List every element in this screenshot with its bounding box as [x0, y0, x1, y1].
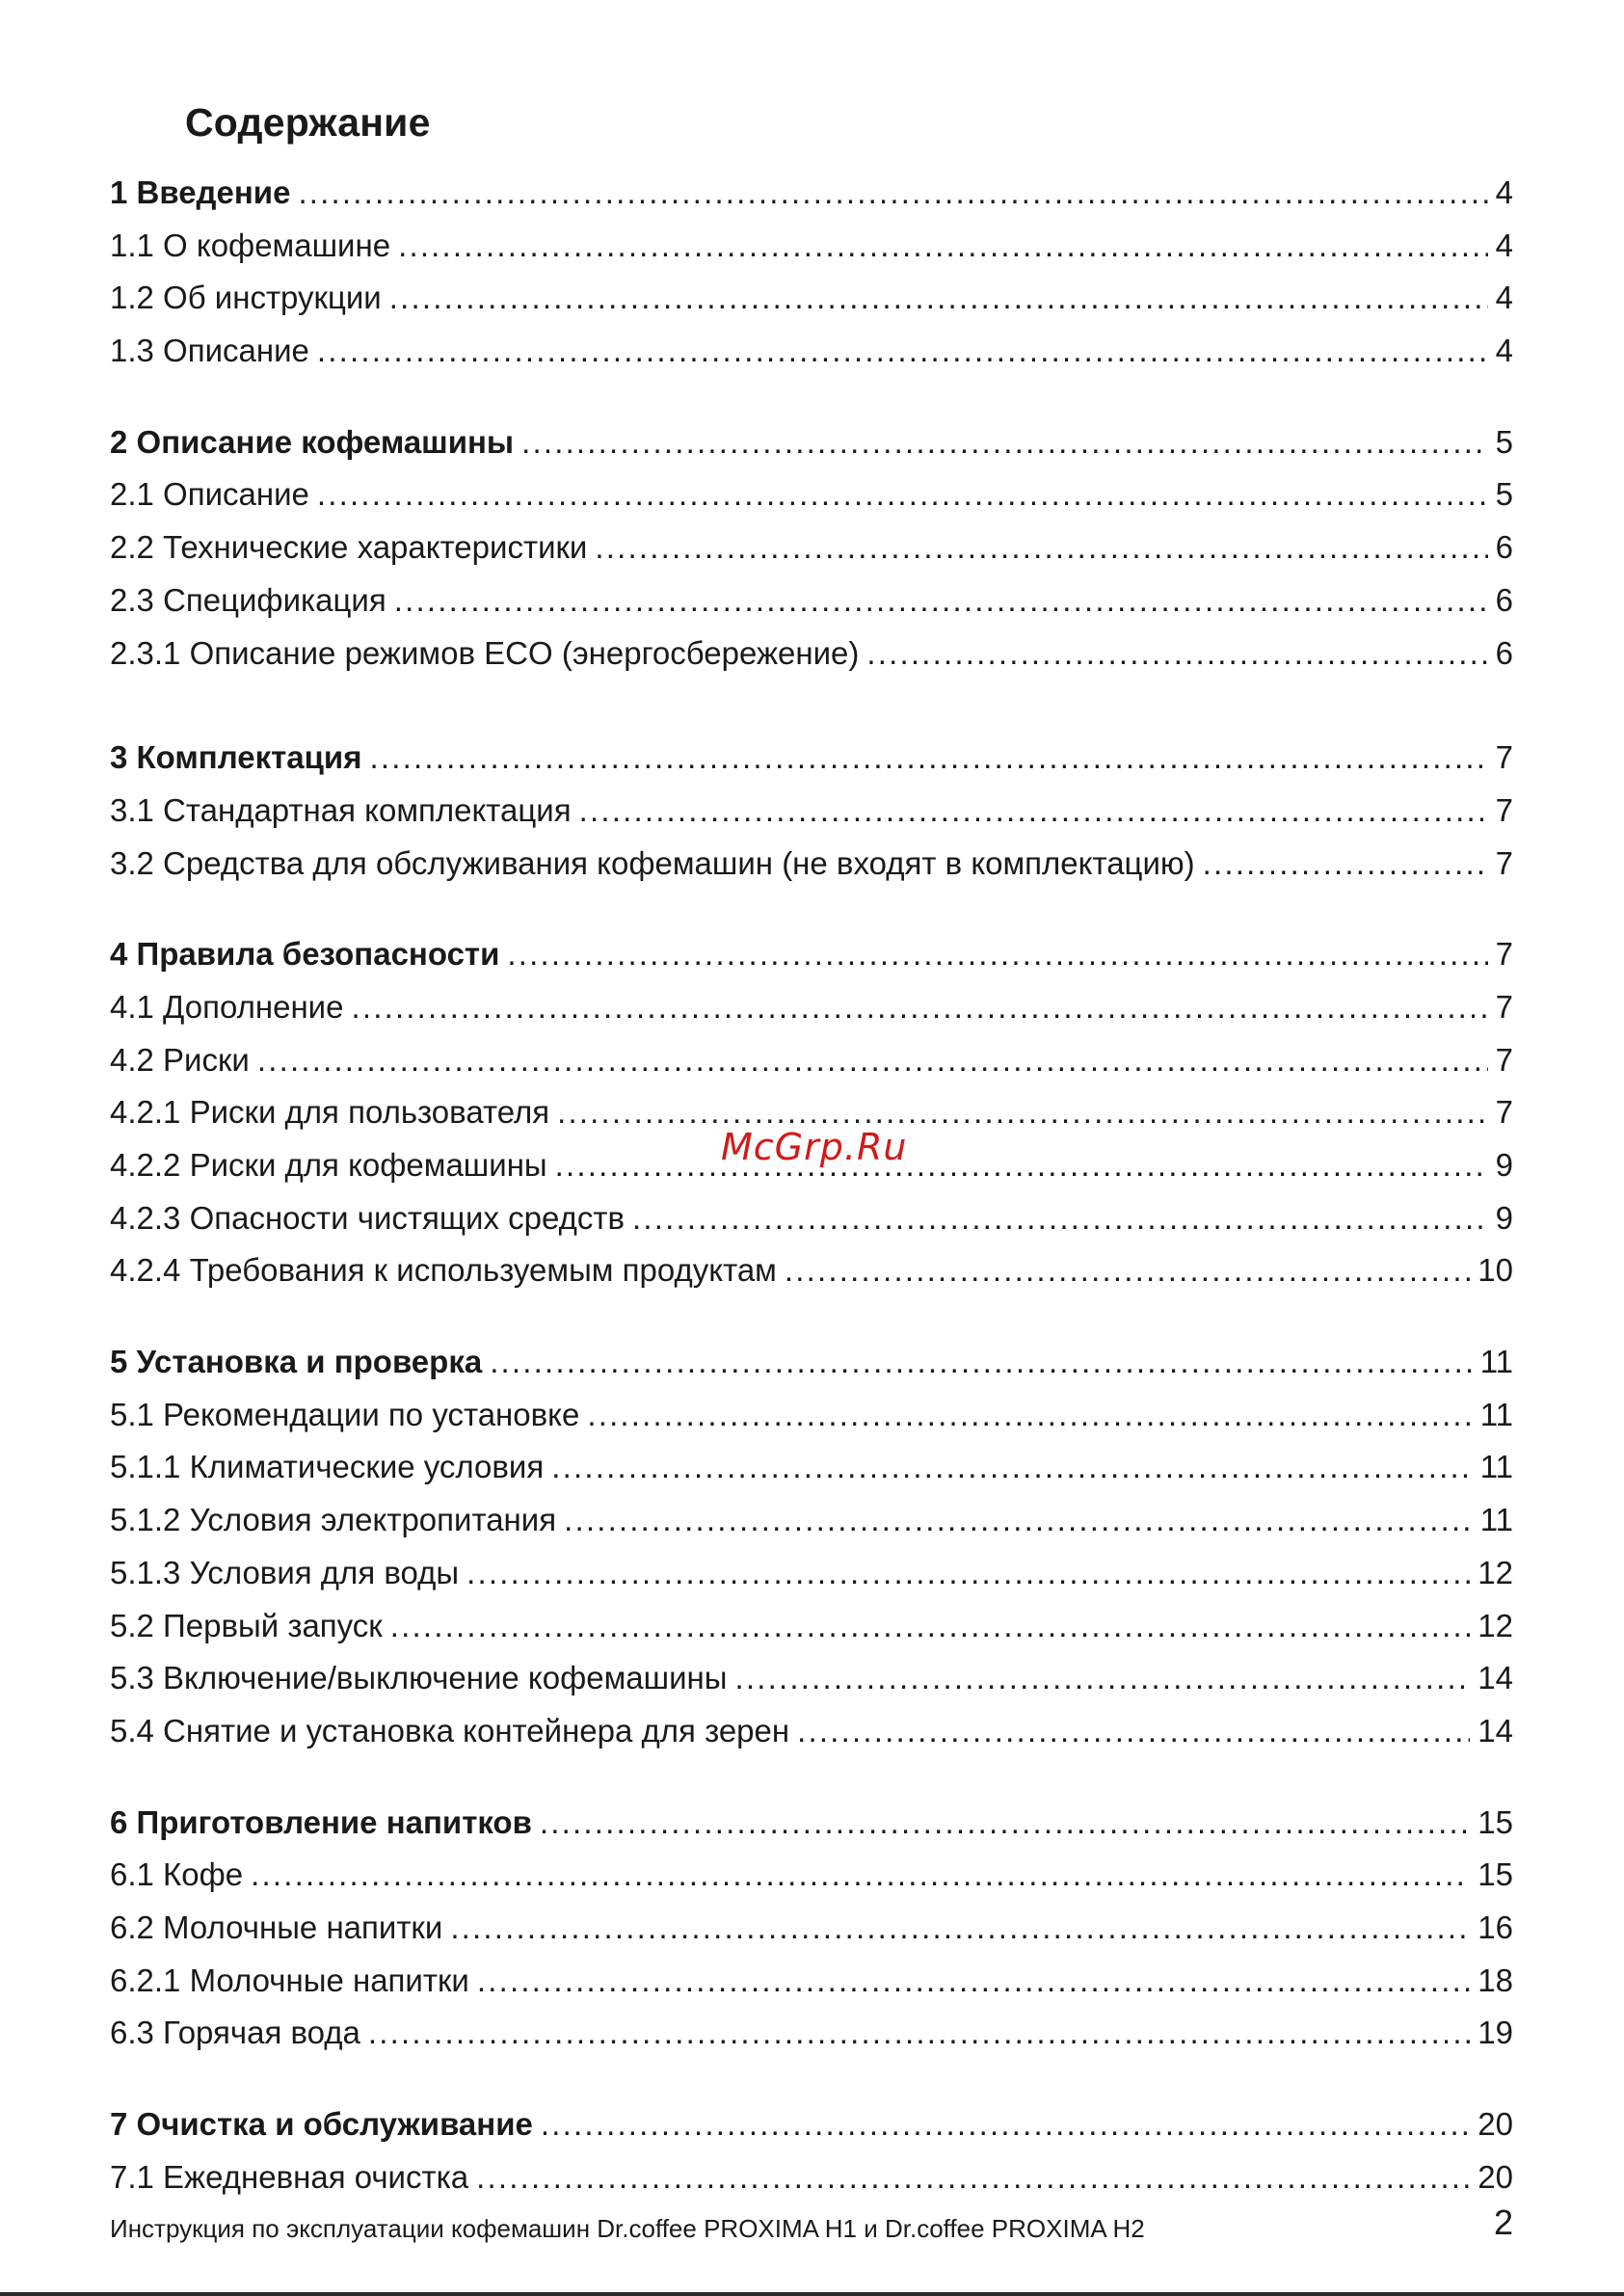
- toc-entry-title: 5.1 Рекомендации по установке: [110, 1396, 580, 1432]
- toc-dot-leader: [632, 1192, 1488, 1245]
- toc-entry-page: 7: [1495, 739, 1513, 776]
- toc-entry-title: 4 Правила безопасности: [110, 936, 500, 973]
- toc-entry-page: 4: [1495, 174, 1513, 210]
- toc-dot-leader: [797, 1705, 1470, 1758]
- toc-entry-title: 6.3 Горячая вода: [110, 2015, 360, 2051]
- toc-dot-leader: [369, 732, 1487, 785]
- toc-section-entry[interactable]: [110, 1902, 1513, 1955]
- toc-entry-title: 1.2 Об инструкции: [110, 280, 382, 316]
- toc-entry-title: 3.1 Стандартная комплектация: [110, 791, 572, 828]
- toc-entry-page: 15: [1478, 1803, 1513, 1840]
- toc-entry-page: 4: [1495, 280, 1513, 316]
- toc-dot-leader: [476, 2151, 1470, 2204]
- toc-section-entry[interactable]: [110, 468, 1513, 521]
- toc-section-entry[interactable]: [110, 1494, 1513, 1547]
- toc-dot-leader: [595, 521, 1487, 574]
- toc-entry-page: 7: [1495, 988, 1513, 1025]
- toc-entry-title: 4.2.2 Риски для кофемашины: [110, 1147, 547, 1183]
- toc-entry-page: 11: [1479, 1449, 1513, 1485]
- toc-entry-title: 5.1.1 Климатические условия: [110, 1449, 545, 1485]
- toc-entry-page: 7: [1495, 791, 1513, 828]
- toc-entry-title: 3.2 Средства для обслуживания кофемашин (не входят в комплектацию): [110, 844, 1195, 881]
- toc-dot-leader: [541, 2098, 1470, 2151]
- toc-section-entry[interactable]: [110, 981, 1513, 1034]
- toc-entry-page: 19: [1478, 2015, 1513, 2051]
- toc-entry-title: 6.2.1 Молочные напитки: [110, 1962, 469, 1998]
- table-of-contents: [110, 167, 1513, 2203]
- toc-section-entry[interactable]: [110, 574, 1513, 627]
- toc-section-entry[interactable]: [110, 521, 1513, 574]
- toc-entry-title: 2.3.1 Описание режимов ECO (энергосбережение): [110, 634, 860, 671]
- toc-entry-page: 5: [1495, 476, 1513, 513]
- toc-section-entry[interactable]: [110, 2151, 1513, 2204]
- toc-chapter-entry[interactable]: [110, 928, 1513, 981]
- toc-dot-leader: [257, 1034, 1488, 1087]
- toc-chapter-entry[interactable]: [110, 1797, 1513, 1850]
- page-title: Содержание: [185, 100, 431, 145]
- toc-dot-leader: [398, 220, 1488, 273]
- toc-entry-page: 6: [1495, 634, 1513, 671]
- toc-section-entry[interactable]: [110, 1705, 1513, 1758]
- toc-entry-title: 1 Введение: [110, 174, 291, 210]
- toc-dot-leader: [564, 1494, 1473, 1547]
- toc-entry-title: 2.2 Технические характеристики: [110, 529, 588, 566]
- toc-entry-title: 3 Комплектация: [110, 739, 362, 776]
- toc-section-entry[interactable]: [110, 1244, 1513, 1297]
- toc-dot-leader: [490, 1336, 1473, 1389]
- toc-chapter-entry[interactable]: [110, 1336, 1513, 1389]
- toc-entry-page: 6: [1495, 529, 1513, 566]
- toc-entry-title: 7 Очистка и обслуживание: [110, 2106, 533, 2142]
- toc-entry-page: 11: [1479, 1344, 1513, 1380]
- toc-section-entry[interactable]: [110, 1547, 1513, 1600]
- toc-entry-title: 4.2 Риски: [110, 1041, 250, 1078]
- toc-dot-leader: [450, 1902, 1470, 1955]
- toc-dot-leader: [477, 1955, 1470, 2008]
- toc-entry-title: 5.1.3 Условия для воды: [110, 1554, 460, 1590]
- toc-entry-page: 9: [1495, 1199, 1513, 1236]
- footer-text: Инструкция по эксплуатации кофемашин Dr.coffee PROXIMA H1 и Dr.coffee PROXIMA H2: [110, 2214, 1145, 2243]
- toc-section-entry[interactable]: [110, 627, 1513, 681]
- toc-entry-title: 6.1 Кофе: [110, 1856, 244, 1893]
- toc-section-entry[interactable]: [110, 220, 1513, 273]
- toc-entry-title: 7.1 Ежедневная очистка: [110, 2158, 469, 2195]
- toc-entry-title: 5.1.2 Условия электропитания: [110, 1502, 557, 1538]
- toc-dot-leader: [351, 981, 1487, 1034]
- toc-entry-title: 4.1 Дополнение: [110, 988, 344, 1025]
- toc-entry-page: 7: [1495, 936, 1513, 973]
- toc-dot-leader: [317, 468, 1488, 521]
- toc-entry-page: 12: [1478, 1607, 1513, 1643]
- toc-dot-leader: [521, 416, 1488, 469]
- toc-entry-title: 4.2.1 Риски для пользователя: [110, 1094, 550, 1131]
- toc-entry-page: 7: [1495, 844, 1513, 881]
- toc-entry-title: 5.3 Включение/выключение кофемашины: [110, 1660, 728, 1696]
- toc-entry-page: 12: [1478, 1554, 1513, 1590]
- watermark: McGrp.Ru: [721, 1126, 908, 1168]
- toc-dot-leader: [466, 1547, 1470, 1600]
- toc-entry-page: 14: [1478, 1660, 1513, 1696]
- toc-entry-title: 1.3 Описание: [110, 333, 309, 369]
- toc-entry-title: 5.4 Снятие и установка контейнера для зерен: [110, 1712, 790, 1749]
- toc-entry-title: 2.1 Описание: [110, 476, 309, 513]
- toc-dot-leader: [540, 1797, 1470, 1850]
- toc-dot-leader: [317, 325, 1488, 378]
- toc-section-entry[interactable]: [110, 1600, 1513, 1653]
- toc-chapter-entry[interactable]: [110, 2098, 1513, 2151]
- toc-entry-title: 2.3 Спецификация: [110, 581, 386, 618]
- toc-entry-page: 15: [1478, 1856, 1513, 1893]
- toc-dot-leader: [587, 1389, 1472, 1442]
- toc-entry-page: 4: [1495, 333, 1513, 369]
- toc-entry-page: 11: [1479, 1396, 1513, 1432]
- toc-section-entry[interactable]: [110, 1034, 1513, 1087]
- toc-dot-leader: [551, 1441, 1473, 1494]
- toc-entry-page: 18: [1478, 1962, 1513, 1998]
- toc-dot-leader: [394, 574, 1488, 627]
- toc-chapter-entry[interactable]: [110, 167, 1513, 220]
- toc-section-entry[interactable]: [110, 272, 1513, 325]
- toc-entry-page: 16: [1478, 1909, 1513, 1945]
- toc-entry-page: 6: [1495, 581, 1513, 618]
- toc-dot-leader: [390, 1600, 1471, 1653]
- toc-section-entry[interactable]: [110, 1849, 1513, 1902]
- toc-section-entry[interactable]: [110, 785, 1513, 838]
- toc-dot-leader: [368, 2007, 1470, 2060]
- toc-dot-leader: [507, 928, 1487, 981]
- toc-chapter-entry[interactable]: [110, 416, 1513, 469]
- toc-dot-leader: [735, 1652, 1471, 1705]
- toc-entry-title: 6.2 Молочные напитки: [110, 1909, 443, 1945]
- toc-dot-leader: [251, 1849, 1470, 1902]
- toc-entry-page: 10: [1478, 1252, 1513, 1289]
- toc-entry-title: 6 Приготовление напитков: [110, 1803, 532, 1840]
- toc-entry-page: 20: [1478, 2106, 1513, 2142]
- toc-section-entry[interactable]: [110, 1955, 1513, 2008]
- toc-entry-page: 4: [1495, 227, 1513, 263]
- toc-section-entry[interactable]: [110, 2007, 1513, 2060]
- footer-page-number: 2: [1493, 2203, 1513, 2242]
- toc-dot-leader: [1203, 838, 1488, 891]
- toc-entry-page: 14: [1478, 1712, 1513, 1749]
- toc-dot-leader: [557, 1086, 1488, 1139]
- toc-entry-page: 20: [1478, 2158, 1513, 2195]
- toc-section-entry[interactable]: [110, 1389, 1513, 1442]
- toc-entry-page: 5: [1495, 423, 1513, 460]
- toc-entry-page: 7: [1495, 1094, 1513, 1131]
- toc-chapter-entry[interactable]: [110, 732, 1513, 785]
- toc-dot-leader: [866, 627, 1487, 681]
- toc-dot-leader: [555, 1139, 1488, 1192]
- toc-entry-page: 9: [1495, 1147, 1513, 1183]
- toc-section-entry[interactable]: [110, 325, 1513, 378]
- toc-entry-title: 2 Описание кофемашины: [110, 423, 515, 460]
- toc-entry-title: 1.1 О кофемашине: [110, 227, 391, 263]
- toc-dot-leader: [785, 1244, 1470, 1297]
- toc-section-entry[interactable]: [110, 1192, 1513, 1245]
- toc-section-entry[interactable]: [110, 1652, 1513, 1705]
- toc-section-entry[interactable]: [110, 838, 1513, 891]
- toc-entry-title: 4.2.4 Требования к используемым продуктам: [110, 1252, 777, 1289]
- toc-entry-title: 5.2 Первый запуск: [110, 1607, 383, 1643]
- toc-entry-page: 11: [1479, 1502, 1513, 1538]
- toc-dot-leader: [579, 785, 1488, 838]
- toc-entry-title: 4.2.3 Опасности чистящих средств: [110, 1199, 625, 1236]
- toc-section-entry[interactable]: [110, 1441, 1513, 1494]
- toc-dot-leader: [298, 167, 1487, 220]
- toc-dot-leader: [389, 272, 1488, 325]
- toc-entry-title: 5 Установка и проверка: [110, 1344, 483, 1380]
- bottom-rule: [0, 2292, 1624, 2296]
- toc-entry-page: 7: [1495, 1041, 1513, 1078]
